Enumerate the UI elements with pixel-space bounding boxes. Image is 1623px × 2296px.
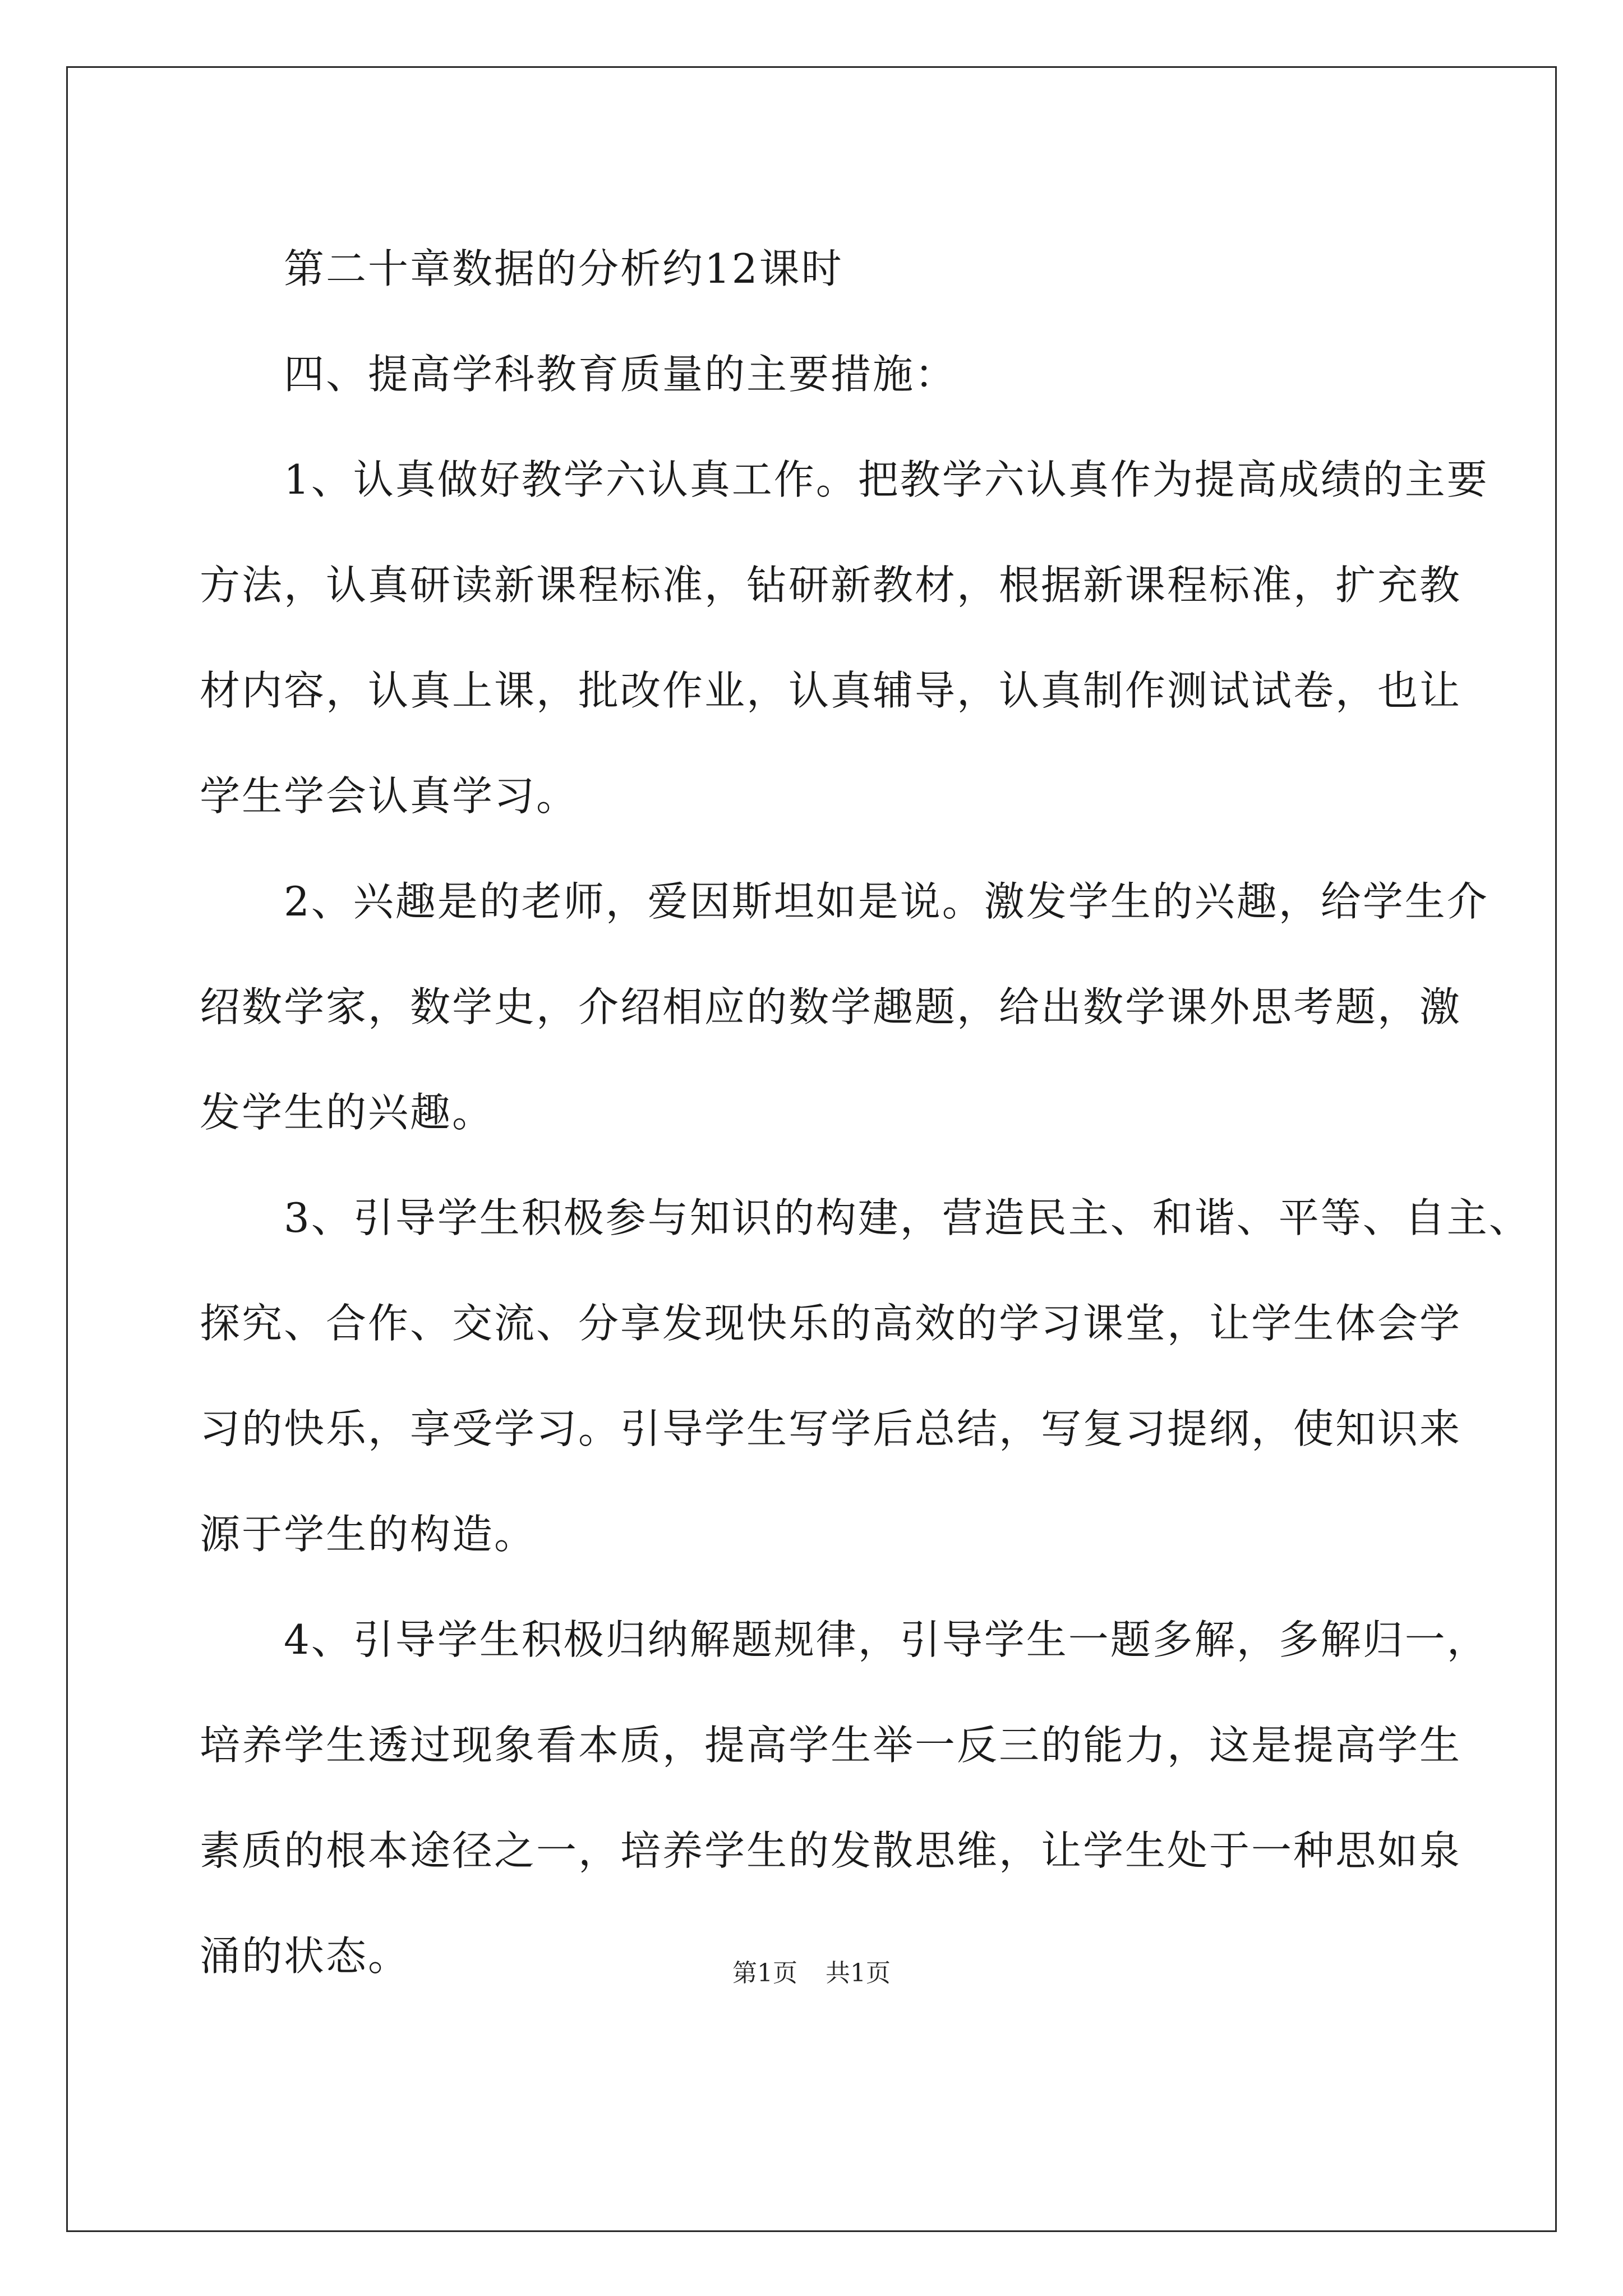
document-body bbox=[200, 216, 1531, 2009]
page-total: 共1页 bbox=[826, 1959, 891, 1987]
paragraph-line: 绍数学家，数学史，介绍相应的数学趣题，给出数学课外思考题，激 bbox=[200, 983, 1462, 1030]
page-number: 第1页 bbox=[732, 1959, 797, 1987]
paragraph-line: 2、兴趣是的老师，爱因斯坦如是说。激发学生的兴趣，给学生介 bbox=[284, 878, 1489, 925]
section-heading: 四、提高学科教育质量的主要措施： bbox=[284, 351, 957, 398]
paragraph-line: 1、认真做好教学六认真工作。把教学六认真作为提高成绩的主要 bbox=[284, 456, 1489, 503]
paragraph-line: 发学生的兴趣。 bbox=[200, 1089, 495, 1136]
paragraph-line: 源于学生的构造。 bbox=[200, 1511, 537, 1558]
paragraph-line: 探究、合作、交流、分享发现快乐的高效的学习课堂，让学生体会学 bbox=[200, 1300, 1462, 1347]
paragraph-line: 方法，认真研读新课程标准，钻研新教材，根据新课程标准，扩充教 bbox=[200, 562, 1462, 609]
heading-line: 第二十章数据的分析约12课时 bbox=[284, 245, 843, 292]
paragraph-line: 素质的根本途径之一，培养学生的发散思维，让学生处于一种思如泉 bbox=[200, 1827, 1462, 1874]
page-footer bbox=[0, 1957, 1623, 1990]
paragraph-line: 4、引导学生积极归纳解题规律，引导学生一题多解，多解归一， bbox=[284, 1616, 1489, 1663]
paragraph-line: 学生学会认真学习。 bbox=[200, 772, 579, 820]
paragraph-line: 培养学生透过现象看本质，提高学生举一反三的能力，这是提高学生 bbox=[200, 1722, 1462, 1769]
paragraph-line: 3、引导学生积极参与知识的构建，营造民主、和谐、平等、自主、 bbox=[284, 1194, 1531, 1241]
paragraph-line: 涌的状态。 bbox=[200, 1932, 411, 1980]
paragraph-line: 材内容，认真上课，批改作业，认真辅导，认真制作测试试卷，也让 bbox=[200, 667, 1462, 714]
paragraph-line: 习的快乐，享受学习。引导学生写学后总结，写复习提纲，使知识来 bbox=[200, 1405, 1462, 1452]
